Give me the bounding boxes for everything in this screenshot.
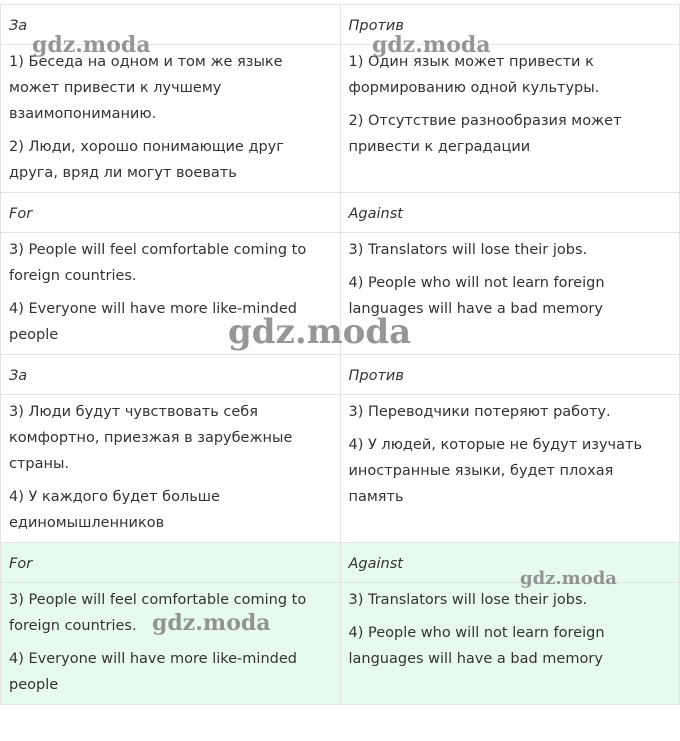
col1-cell <box>1 395 341 543</box>
list-item: 2) Отсутствие разнообразия может привести к деградации <box>348 113 622 155</box>
col2-cell <box>340 583 680 705</box>
pros-cons-table <box>0 4 680 705</box>
watermark-logo: gdz.moda <box>228 312 412 352</box>
col1-header: За <box>1 5 341 45</box>
watermark-logo: gdz.moda <box>520 568 617 589</box>
col2-header: Against <box>340 193 680 233</box>
list-item: 4) У людей, которые не будут изучать иностранные языки, будет плохая память <box>348 437 642 505</box>
col1-header: For <box>1 193 341 233</box>
watermark-logo: gdz.moda <box>32 32 151 58</box>
list-item: 4) People who will not learn foreign languages will have a bad memory <box>348 625 605 667</box>
col1-cell <box>1 233 341 355</box>
list-item: 3) People will feel comfortable coming to foreign countries. <box>9 242 307 284</box>
col1-cell <box>1 583 341 705</box>
watermark-logo: gdz.moda <box>372 32 491 58</box>
list-item: 4) Everyone will have more like-minded people <box>9 301 297 343</box>
col2-header: Против <box>340 5 680 45</box>
list-item: 4) Everyone will have more like-minded people <box>9 651 297 693</box>
list-item: 3) Translators will lose their jobs. <box>348 242 588 258</box>
col2-header: Against <box>340 543 680 583</box>
section-body-row <box>1 233 680 355</box>
section-header-row <box>1 5 680 45</box>
list-item: 3) Переводчики потеряют работу. <box>348 404 611 420</box>
list-item: 3) People will feel comfortable coming to foreign countries. <box>9 592 307 634</box>
col1-header: For <box>1 543 341 583</box>
section-header-row <box>1 355 680 395</box>
list-item: 2) Люди, хорошо понимающие друг друга, вряд ли могут воевать <box>9 139 284 181</box>
section-body-row <box>1 45 680 193</box>
col2-cell <box>340 45 680 193</box>
section-body-row <box>1 395 680 543</box>
list-item: 4) У каждого будет больше единомышленников <box>9 489 220 531</box>
section-header-row-highlighted <box>1 543 680 583</box>
col1-header: За <box>1 355 341 395</box>
list-item: 3) Люди будут чувствовать себя комфортно, приезжая в зарубежные страны. <box>9 404 293 472</box>
col1-cell <box>1 45 341 193</box>
watermark-logo: gdz.moda <box>152 610 271 636</box>
col2-cell <box>340 233 680 355</box>
col2-cell <box>340 395 680 543</box>
list-item: 1) Один язык может привести к формированию одной культуры. <box>348 54 600 96</box>
list-item: 1) Беседа на одном и том же языке может привести к лучшему взаимопониманию. <box>9 54 283 122</box>
section-body-row-highlighted <box>1 583 680 705</box>
list-item: 3) Translators will lose their jobs. <box>348 592 588 608</box>
list-item: 4) People who will not learn foreign languages will have a bad memory <box>348 275 605 317</box>
section-header-row <box>1 193 680 233</box>
col2-header: Против <box>340 355 680 395</box>
